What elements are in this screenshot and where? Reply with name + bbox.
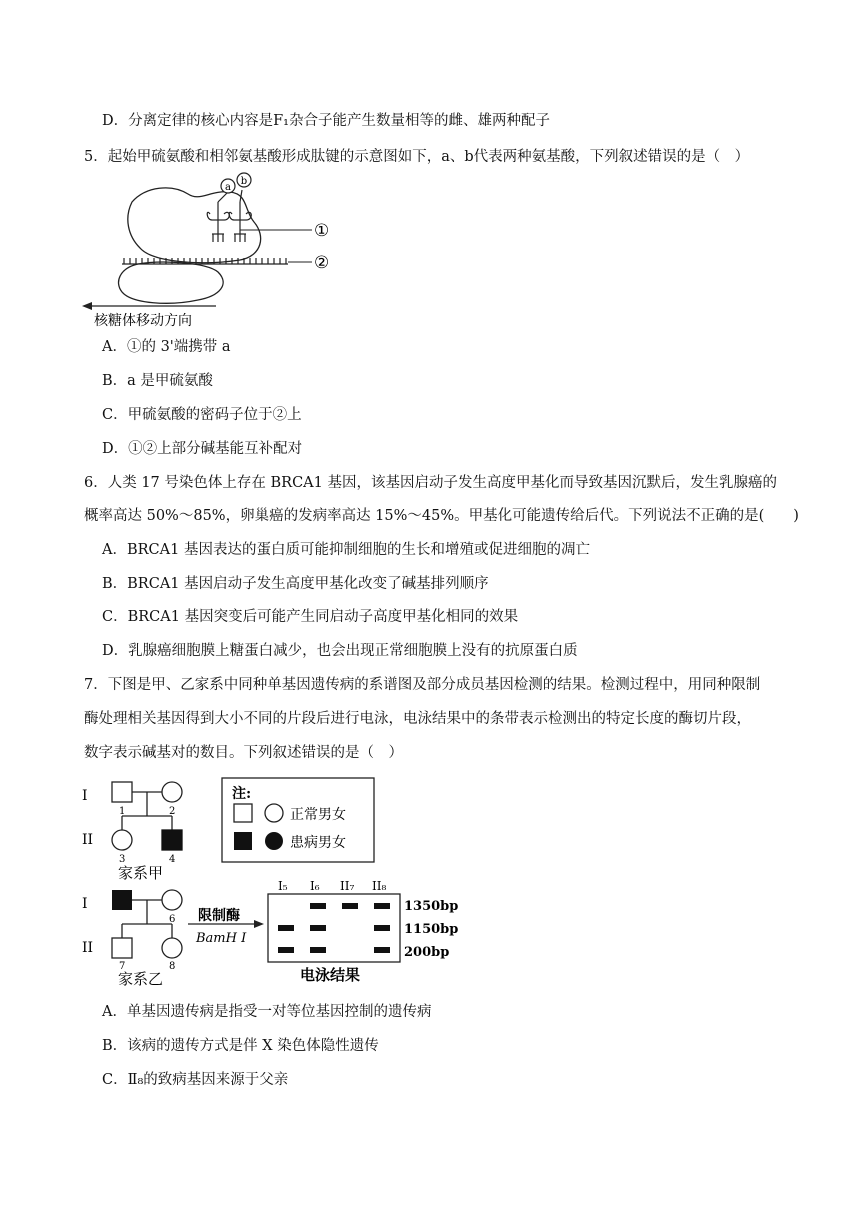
q5-stem: 5．起始甲硫氨酸和相邻氨基酸形成肽键的示意图如下，a、b代表两种氨基酸，下列叙述错误的是（ ） [84, 149, 750, 165]
label-a: a [225, 182, 231, 193]
q5-option-a: A．①的 3'端携带 a [102, 339, 231, 355]
band-I5-200 [278, 947, 294, 953]
num-5: 5 [119, 914, 126, 925]
q7-option-a: A．单基因遗传病是指受一对等位基因控制的遗传病 [102, 1004, 432, 1020]
direction-caption: 核糖体移动方向 [94, 313, 192, 329]
lane-II8: II₈ [372, 879, 387, 893]
q5-option-b: B．a 是甲硫氨酸 [102, 373, 213, 389]
q7-stem-line1: 7．下图是甲、乙家系中同种单基因遗传病的系谱图及部分成员基因检测的结果。检测过程中，用同种限制 [84, 677, 761, 693]
q5-option-c: C．甲硫氨酸的密码子位于②上 [102, 407, 302, 423]
q6-option-d: D．乳腺癌细胞膜上糖蛋白减少，也会出现正常细胞膜上没有的抗原蛋白质 [102, 643, 578, 659]
lane-I5: I₅ [278, 879, 288, 893]
q5-translation-figure [80, 172, 350, 332]
label-b: b [240, 176, 248, 187]
num-1: 1 [119, 806, 126, 817]
ribosome-small-subunit [119, 262, 224, 303]
gen-label-I-a: I [82, 788, 88, 804]
enzyme-name: BamH I [196, 931, 247, 946]
legend-normal-text: 正常男女 [290, 807, 346, 823]
size-200: 200bp [404, 945, 450, 960]
family-a-caption: 家系甲 [118, 864, 164, 882]
family-b-caption: 家系乙 [118, 970, 164, 988]
num-7: 7 [119, 961, 126, 972]
size-1350: 1350bp [404, 899, 458, 914]
marker-2: ② [314, 253, 330, 273]
q6-stem-line2: 概率高达 50%～85%，卵巢癌的发病率高达 15%～45%。甲基化可能遗传给后代。下列说法不正确的是( ) [84, 508, 799, 524]
num-6: 6 [169, 914, 176, 925]
legend-normal-female-icon [265, 804, 283, 822]
band-II7-1350 [342, 903, 358, 909]
band-II8-1150 [374, 925, 390, 931]
q7-stem-line3: 数字表示碱基对的数目。下列叙述错误的是（ ） [84, 745, 403, 761]
q7-option-b: B．该病的遗传方式是伴 X 染色体隐性遗传 [102, 1038, 379, 1054]
num-2: 2 [169, 806, 176, 817]
band-II8-1350 [374, 903, 390, 909]
q7-pedigree-figure [78, 774, 458, 989]
q7-option-c: C．Ⅱ₈的致病基因来源于父亲 [102, 1072, 289, 1088]
legend-affected-male-icon [234, 832, 252, 850]
person-II4-affected-male [162, 830, 182, 850]
band-I6-1150 [310, 925, 326, 931]
band-I5-1150 [278, 925, 294, 931]
q5-option-d: D．①②上部分碱基能互补配对 [102, 441, 303, 457]
gen-label-II-a: II [82, 832, 94, 848]
gel-caption: 电泳结果 [300, 966, 361, 984]
q6-option-b: B．BRCA1 基因启动子发生高度甲基化改变了碱基排列顺序 [102, 576, 489, 592]
legend-affected-female-icon [265, 832, 283, 850]
q6-stem-line1: 6．人类 17 号染色体上存在 BRCA1 基因，该基因启动子发生高度甲基化而导致基因沉默后，发生乳腺癌的 [84, 475, 777, 491]
marker-1: ① [314, 221, 330, 241]
num-3: 3 [119, 854, 126, 865]
person-I1-normal-male [112, 782, 132, 802]
legend-title: 注: [232, 786, 252, 802]
q6-option-a: A．BRCA1 基因表达的蛋白质可能抑制细胞的生长和增殖或促进细胞的凋亡 [102, 542, 590, 558]
band-I6-1350 [310, 903, 326, 909]
person-II7-normal-male [112, 938, 132, 958]
q4-option-d: D．分离定律的核心内容是F₁杂合子能产生数量相等的雌、雄两种配子 [102, 113, 550, 129]
band-I6-200 [310, 947, 326, 953]
band-II8-200 [374, 947, 390, 953]
legend-affected-text: 患病男女 [290, 835, 346, 851]
num-8: 8 [169, 961, 176, 972]
gen-label-I-b: I [82, 896, 88, 912]
enzyme-label: 限制酶 [198, 908, 240, 924]
person-I2-normal-female [162, 782, 182, 802]
person-II3-normal-female [112, 830, 132, 850]
legend-normal-male-icon [234, 804, 252, 822]
q6-option-c: C．BRCA1 基因突变后可能产生同启动子高度甲基化相同的效果 [102, 609, 519, 625]
person-I6-normal-female [162, 890, 182, 910]
person-II8-normal-female [162, 938, 182, 958]
size-1150: 1150bp [404, 922, 458, 937]
gen-label-II-b: II [82, 940, 94, 956]
person-I5-affected-male [112, 890, 132, 910]
lane-I6: I₆ [310, 879, 320, 893]
num-4: 4 [169, 854, 176, 865]
q7-stem-line2: 酶处理相关基因得到大小不同的片段后进行电泳，电泳结果中的条带表示检测出的特定长度的酶切片段， [84, 711, 751, 727]
lane-II7: II₇ [340, 879, 355, 893]
